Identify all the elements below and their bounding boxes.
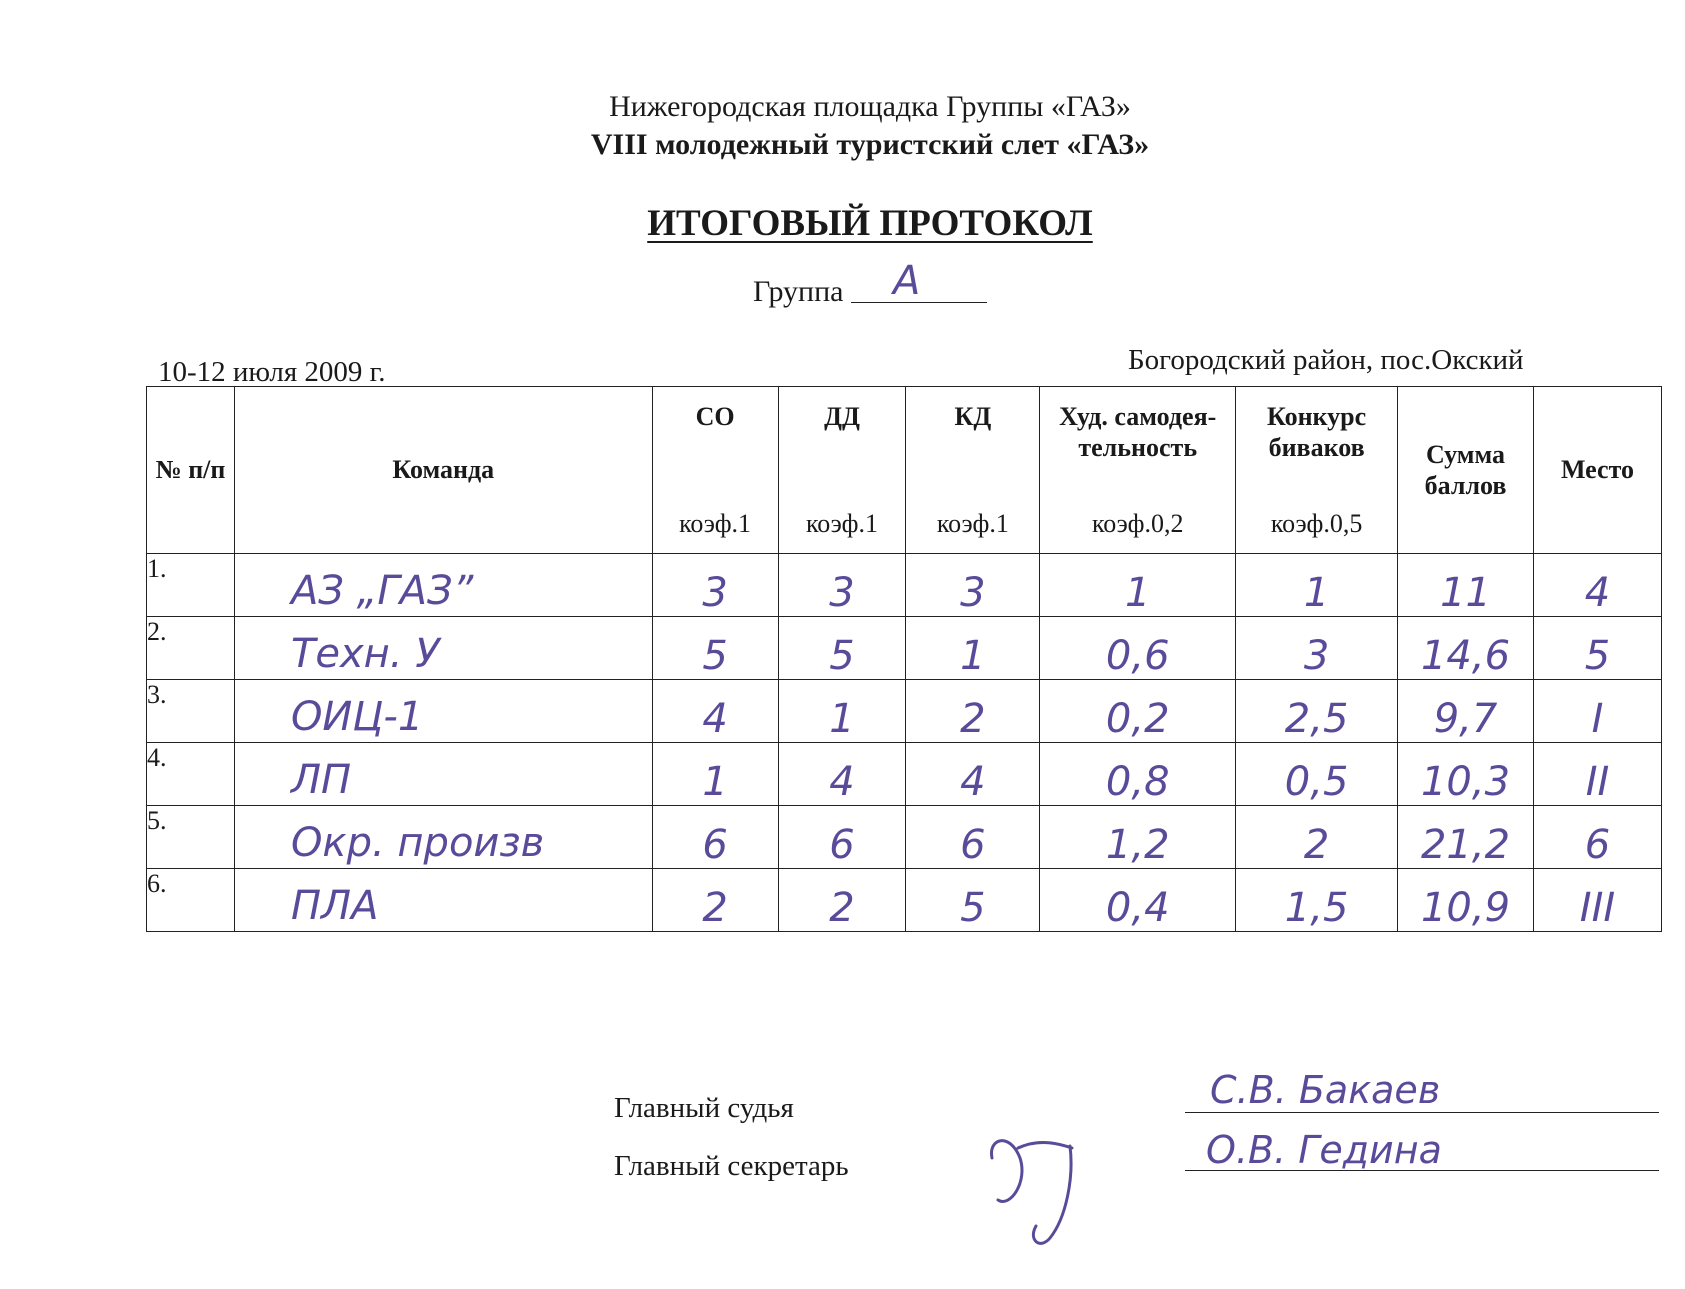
row-number: 4. [147,743,235,806]
document-title [0,202,1685,245]
team-cell [234,680,652,743]
group-line [0,258,1685,309]
score-cell-kd [906,680,1040,743]
score-cell-dd [778,743,906,806]
score-dd: 3 [829,570,855,616]
score-sum: 21,2 [1420,822,1511,868]
score-cell-sum [1398,869,1534,932]
score-cell-so [652,554,778,617]
judge-name: С.В. Бакаев [1210,1068,1441,1112]
score-so: 6 [702,822,728,868]
score-dd: 4 [829,759,855,805]
score-cell-hud [1040,617,1236,680]
team-cell [234,869,652,932]
secretary-signature-scribble [980,1118,1110,1258]
group-label: Группа [753,275,844,308]
score-cell-so [652,806,778,869]
score-dd: 1 [829,696,855,742]
score-kd: 2 [960,696,986,742]
score-cell-kd [906,617,1040,680]
score-cell-bivak [1236,554,1398,617]
score-cell-hud [1040,869,1236,932]
row-number: 5. [147,806,235,869]
score-cell-kd [906,869,1040,932]
team-cell [234,806,652,869]
score-cell-bivak [1236,617,1398,680]
col-header-team: Команда [234,387,652,554]
col-header-kd: КД коэф.1 [906,387,1040,554]
col-header-hud: Худ. самодея-тельность коэф.0,2 [1040,387,1236,554]
event-title: VIII молодежный туристский слет «ГАЗ» [590,128,1150,161]
event-date: 10-12 июля 2009 г. [158,356,386,388]
score-sum: 10,3 [1420,759,1511,805]
table-row [147,806,1662,869]
score-cell-sum [1398,743,1534,806]
score-kd: 6 [960,822,986,868]
secretary-name: О.В. Гедина [1206,1128,1442,1172]
score-hud: 0,2 [1105,696,1170,742]
score-bivak: 1 [1303,570,1330,616]
score-so: 2 [702,885,728,931]
score-cell-hud [1040,743,1236,806]
team-cell [234,617,652,680]
score-cell-dd [778,617,906,680]
score-hud: 1 [1125,570,1151,616]
team-name: Окр. произв [290,820,545,866]
team-cell [234,743,652,806]
score-place: 4 [1584,570,1611,616]
score-so: 3 [702,570,728,616]
score-cell-bivak [1236,869,1398,932]
col-header-so: СО коэф.1 [652,387,778,554]
score-sum: 11 [1440,570,1491,616]
score-sum: 14,6 [1420,633,1511,679]
score-cell-kd [906,743,1040,806]
score-cell-sum [1398,554,1534,617]
table-row [147,617,1662,680]
score-kd: 3 [960,570,986,616]
team-name: Техн. У [290,631,440,677]
score-cell-so [652,680,778,743]
event-place: Богородский район, пос.Окский [1128,344,1524,376]
score-cell-bivak [1236,806,1398,869]
score-kd: 4 [960,759,986,805]
table-row [147,554,1662,617]
table-row [147,680,1662,743]
score-cell-bivak [1236,743,1398,806]
col-header-place: Место [1534,387,1662,554]
score-hud: 0,6 [1105,633,1170,679]
score-sum: 10,9 [1420,885,1511,931]
score-kd: 1 [960,633,986,679]
row-number: 6. [147,869,235,932]
col-header-dd: ДД коэф.1 [778,387,906,554]
score-hud: 0,4 [1105,885,1170,931]
score-dd: 2 [829,885,855,931]
team-name: ОИЦ-1 [290,694,424,740]
score-cell-hud [1040,554,1236,617]
score-cell-sum [1398,617,1534,680]
group-blank [851,258,987,304]
group-value: А [892,258,921,304]
score-cell-bivak [1236,680,1398,743]
score-cell-place [1534,743,1662,806]
score-cell-place [1534,806,1662,869]
score-cell-so [652,743,778,806]
score-cell-hud [1040,806,1236,869]
score-so: 4 [702,696,728,742]
score-dd: 6 [829,822,855,868]
score-bivak: 2 [1303,822,1330,868]
score-cell-dd [778,806,906,869]
score-cell-dd [778,554,906,617]
judge-signature-line [1185,1112,1659,1113]
score-cell-kd [906,806,1040,869]
score-cell-so [652,617,778,680]
score-cell-place [1534,617,1662,680]
score-so: 5 [702,633,728,679]
score-cell-so [652,869,778,932]
secretary-label: Главный секретарь [614,1150,849,1182]
score-dd: 5 [829,633,855,679]
score-sum: 9,7 [1433,696,1498,742]
score-bivak: 0,5 [1284,759,1349,805]
score-place: 5 [1584,633,1611,679]
score-hud: 1,2 [1105,822,1170,868]
score-hud: 0,8 [1105,759,1170,805]
table-body [147,554,1662,932]
score-bivak: 3 [1303,633,1330,679]
score-place: II [1585,759,1610,805]
score-place: 6 [1584,822,1611,868]
col-header-sum: Сумма баллов [1398,387,1534,554]
team-cell [234,554,652,617]
results-table [146,386,1662,932]
table-row [147,869,1662,932]
score-cell-place [1534,680,1662,743]
score-so: 1 [702,759,728,805]
score-place: I [1591,696,1604,742]
row-number: 3. [147,680,235,743]
table-row [147,743,1662,806]
score-cell-place [1534,554,1662,617]
score-cell-kd [906,554,1040,617]
table-header-row [147,387,1662,554]
document-title-text: ИТОГОВЫЙ ПРОТОКОЛ [647,203,1093,244]
col-header-num: № п/п [147,387,235,554]
team-name: АЗ „ГАЗ” [290,568,474,614]
organization-header: Нижегородская площадка Группы «ГАЗ» [609,90,1131,123]
score-kd: 5 [960,885,986,931]
score-bivak: 1,5 [1284,885,1349,931]
score-bivak: 2,5 [1284,696,1349,742]
score-place: III [1579,885,1616,931]
score-cell-dd [778,680,906,743]
team-name: ПЛА [290,883,379,929]
judge-label: Главный судья [614,1092,794,1124]
row-number: 2. [147,617,235,680]
score-cell-place [1534,869,1662,932]
score-cell-hud [1040,680,1236,743]
team-name: ЛП [290,757,352,803]
score-cell-dd [778,869,906,932]
score-cell-sum [1398,806,1534,869]
row-number: 1. [147,554,235,617]
col-header-bivak: Конкурс биваков коэф.0,5 [1236,387,1398,554]
score-cell-sum [1398,680,1534,743]
